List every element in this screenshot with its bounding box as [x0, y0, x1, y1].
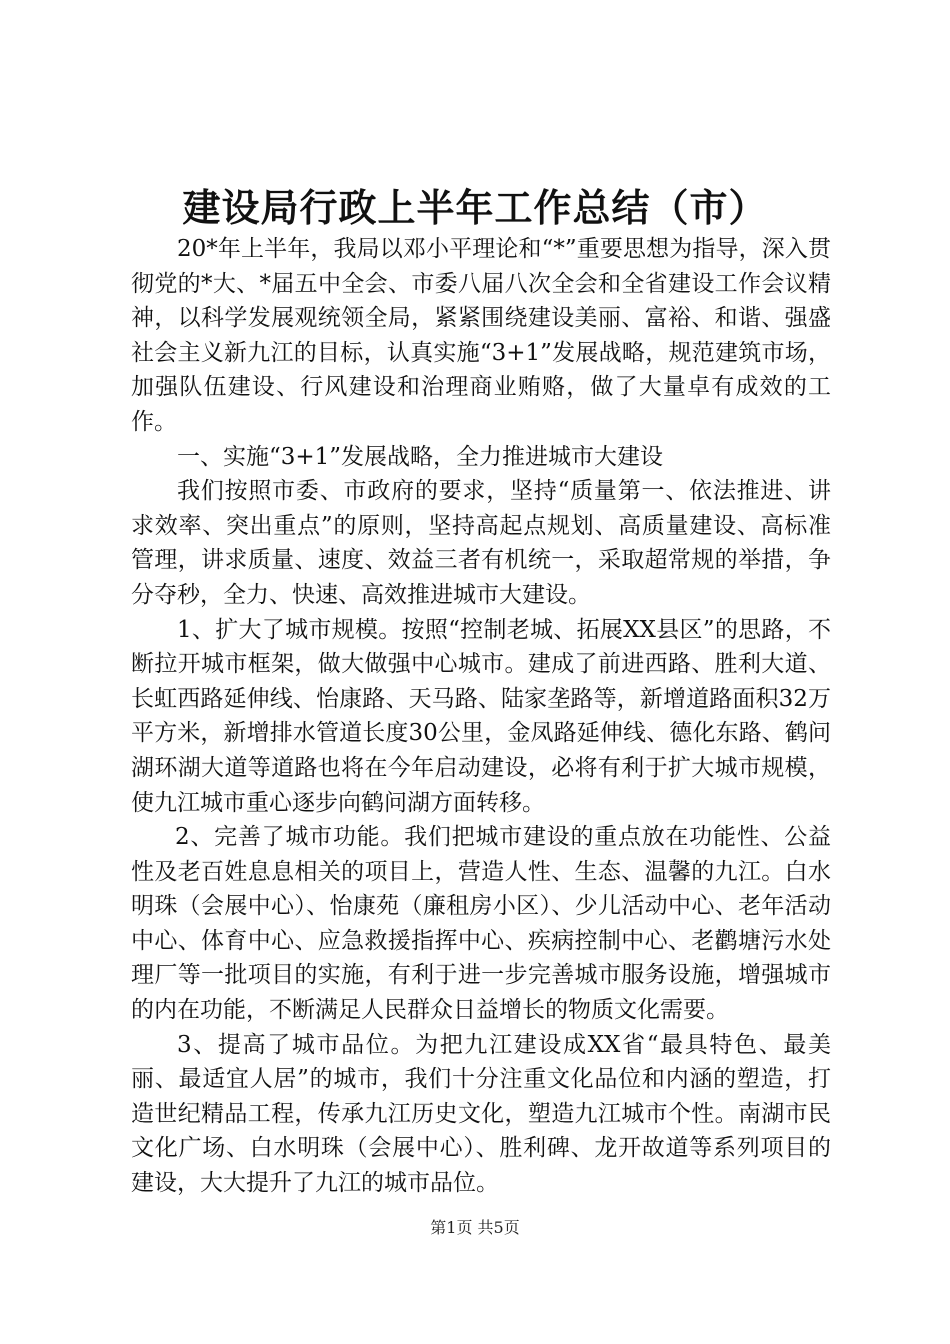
section-heading-1: 一、实施“3+1”发展战略，全力推进城市大建设	[177, 443, 664, 470]
document-title: 建设局行政上半年工作总结（市）	[182, 185, 768, 231]
page-number-footer: 第1页 共5页	[430, 1218, 520, 1237]
document-body	[131, 232, 831, 1201]
paragraph-item-1: 1、扩大了城市规模。按照“控制老城、拓展XX县区”的思路，不断拉开城市框架，做大做强中心城市。建成了前进西路、胜利大道、长虹西路延伸线、怡康路、天马路、陆家垄路等，新增道路面积32万平方米，新增排水管道长度30公里，金凤路延伸线、德化东路、鹤问湖环湖大道等道路也将在今年启动建设，必将有利于扩大城市规模，使九江城市重心逐步向鹤问湖方面转移。	[131, 616, 831, 816]
paragraph-item-3: 3、提高了城市品位。为把九江建设成XX省“最具特色、最美丽、最适宜人居”的城市，我们十分注重文化品位和内涵的塑造，打造世纪精品工程，传承九江历史文化，塑造九江城市个性。南湖市民文化广场、白水明珠（会展中心）、胜利碑、龙开故道等系列项目的建设，大大提升了九江的城市品位。	[131, 1031, 831, 1197]
paragraph-item-2: 2、完善了城市功能。我们把城市建设的重点放在功能性、公益性及老百姓息息相关的项目上，营造人性、生态、温馨的九江。白水明珠（会展中心）、怡康苑（廉租房小区）、少儿活动中心、老年活动中心、体育中心、应急救援指挥中心、疾病控制中心、老鹳塘污水处理厂等一批项目的实施，有利于进一步完善城市服务设施，增强城市的内在功能，不断满足人民群众日益增长的物质文化需要。	[131, 824, 831, 1024]
paragraph-section-1: 我们按照市委、市政府的要求，坚持“质量第一、依法推进、讲求效率、突出重点”的原则，坚持高起点规划、高质量建设、高标准管理，讲求质量、速度、效益三者有机统一，采取超常规的举措，争分夺秒，全力、快速、高效推进城市大建设。	[131, 478, 831, 608]
paragraph-intro: 20*年上半年，我局以邓小平理论和“*”重要思想为指导，深入贯彻党的*大、*届五中全会、市委八届八次全会和全省建设工作会议精神，以科学发展观统领全局，紧紧围绕建设美丽、富裕、和谐、强盛社会主义新九江的目标，认真实施“3+1”发展战略，规范建筑市场，加强队伍建设、行风建设和治理商业贿赂，做了大量卓有成效的工作。	[131, 236, 831, 435]
